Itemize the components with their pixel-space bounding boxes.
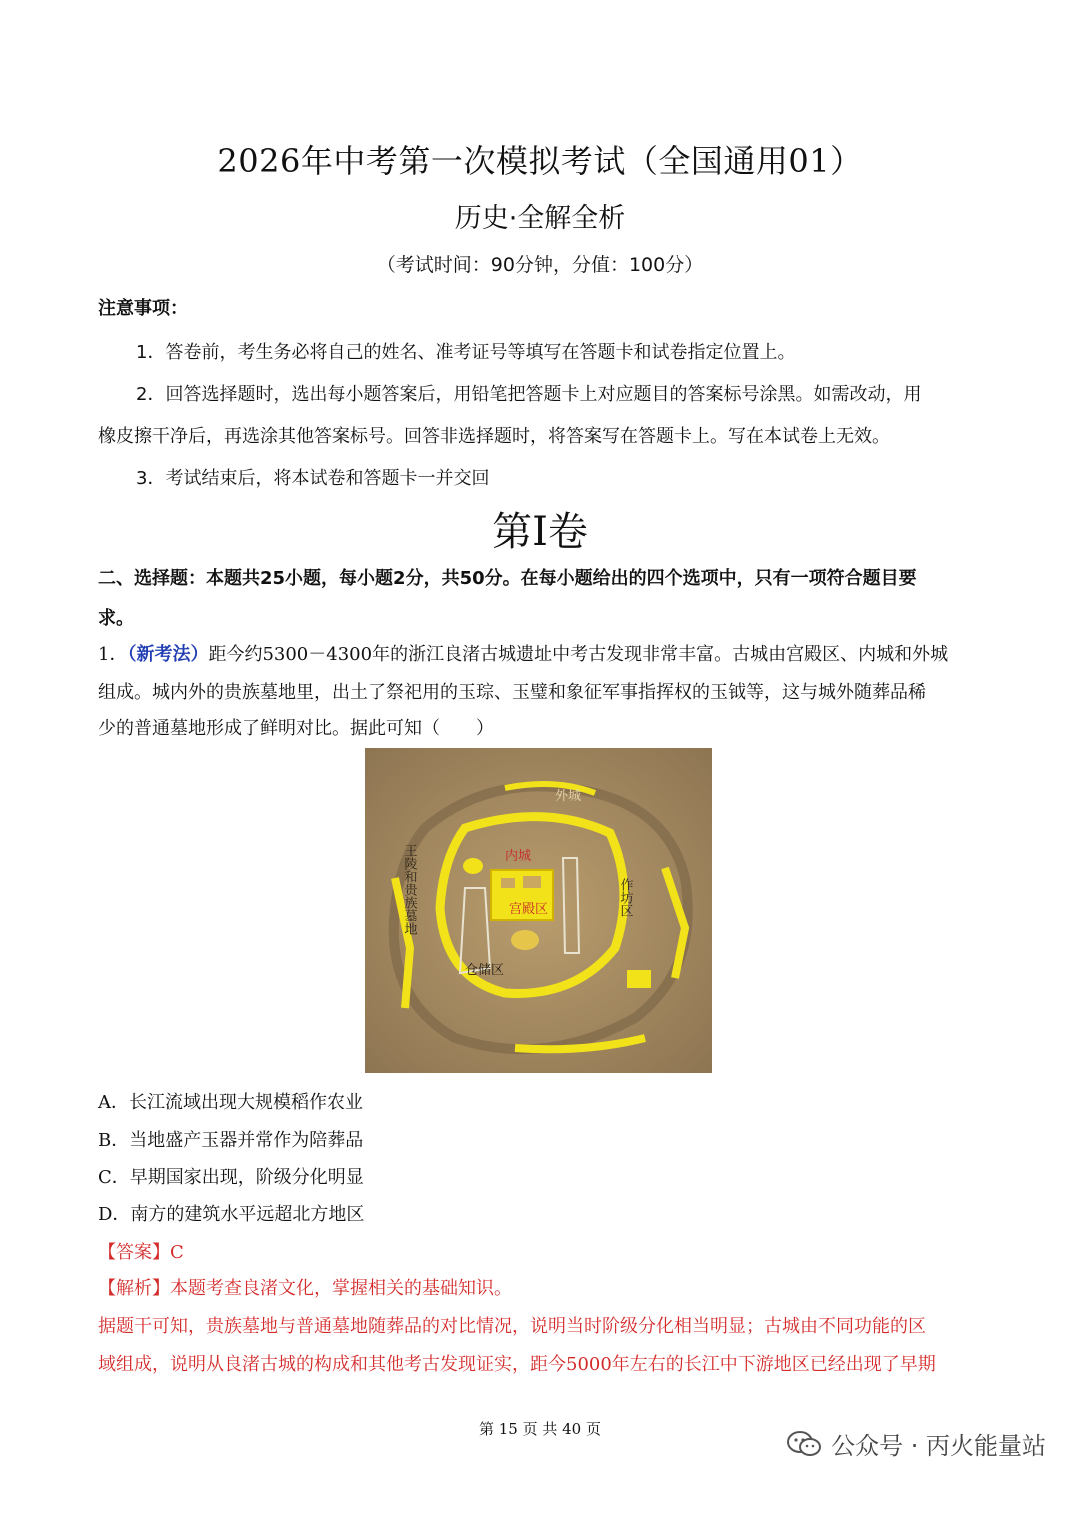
option-d: D．南方的建筑水平远超北方地区 bbox=[98, 1204, 365, 1225]
analysis-heading: 【解析】本题考查良渚文化，掌握相关的基础知识。 bbox=[98, 1278, 512, 1299]
palace-label: 宫殿区 bbox=[509, 902, 549, 917]
page-number: 第 15 页 共 40 页 bbox=[478, 1420, 601, 1438]
analysis-line-1: 据题干可知，贵族墓地与普通墓地随葬品的对比情况，说明当时阶级分化相当明显；古城由不同功能的区 bbox=[98, 1316, 926, 1337]
option-a: A．长江流域出现大规模稻作农业 bbox=[98, 1092, 363, 1113]
question-tag: （新考法） bbox=[127, 644, 209, 665]
question-1-line3: 少的普通墓地形成了鲜明对比。据此可知（ ） bbox=[98, 718, 494, 739]
page-title: 2026年中考第一次模拟考试（全国通用01） bbox=[217, 142, 863, 180]
watermark-text: 公众号 · 丙火能量站 bbox=[831, 1432, 1046, 1460]
option-c: C．早期国家出现，阶级分化明显 bbox=[98, 1167, 364, 1188]
outer-platform bbox=[627, 970, 651, 988]
question-stem-1: 距今约5300－4300年的浙江良渚古城遗址中考古发现非常丰富。古城由宫殿区、内城和外城 bbox=[208, 644, 949, 665]
palace-building bbox=[501, 878, 515, 888]
watermark bbox=[787, 1426, 1046, 1461]
volume-title: 第Ⅰ卷 bbox=[492, 509, 588, 555]
inner-city-label: 内城 bbox=[505, 849, 532, 864]
analysis-line-2: 域组成，说明从良渚古城的构成和其他考古发现证实，距今5000年左右的长江中下游地区已经出现了早期 bbox=[98, 1354, 936, 1375]
liangzhu-city-map bbox=[365, 748, 712, 1073]
exam-info: （考试时间：90分钟，分值：100分） bbox=[376, 254, 704, 276]
notice-heading: 注意事项： bbox=[98, 298, 188, 319]
page-subtitle: 历史·全解全析 bbox=[454, 203, 626, 234]
workshop-label: 作坊区 bbox=[617, 878, 633, 917]
notice-item-2a: 2．回答选择题时，选出每小题答案后，用铅笔把答题卡上对应题目的答案标号涂黑。如需改动，用 bbox=[136, 384, 922, 405]
section-heading-line2: 求。 bbox=[98, 608, 134, 629]
palace-building bbox=[523, 876, 541, 888]
section-heading-line1: 二、选择题：本题共25小题，每小题2分，共50分。在每小题给出的四个选项中，只有一项符合题目要 bbox=[98, 568, 917, 589]
notice-item-3: 3．考试结束后，将本试卷和答题卡一并交回 bbox=[136, 468, 490, 489]
outer-city-label: 外城 bbox=[555, 789, 582, 804]
question-number: 1． bbox=[98, 644, 128, 665]
tombs-label: 王陵和贵族墓地 bbox=[401, 844, 417, 935]
notice-item-2b: 橡皮擦干净后，再选涂其他答案标号。回答非选择题时，将答案写在答题卡上。写在本试卷上无效。 bbox=[98, 426, 890, 447]
storage-label: 仓储区 bbox=[465, 963, 505, 978]
wechat-icon bbox=[787, 1430, 821, 1458]
question-1-line1 bbox=[98, 640, 982, 666]
answer: 【答案】C bbox=[98, 1242, 184, 1263]
option-b: B．当地盛产玉器并常作为陪葬品 bbox=[98, 1130, 364, 1151]
mound bbox=[463, 858, 483, 874]
question-1-line2: 组成。城内外的贵族墓地里，出土了祭祀用的玉琮、玉璧和象征军事指挥权的玉钺等，这与城外随葬品稀 bbox=[98, 682, 926, 703]
notice-item-1: 1．答卷前，考生务必将自己的姓名、准考证号等填写在答题卡和试卷指定位置上。 bbox=[136, 342, 796, 363]
mound bbox=[511, 930, 539, 950]
